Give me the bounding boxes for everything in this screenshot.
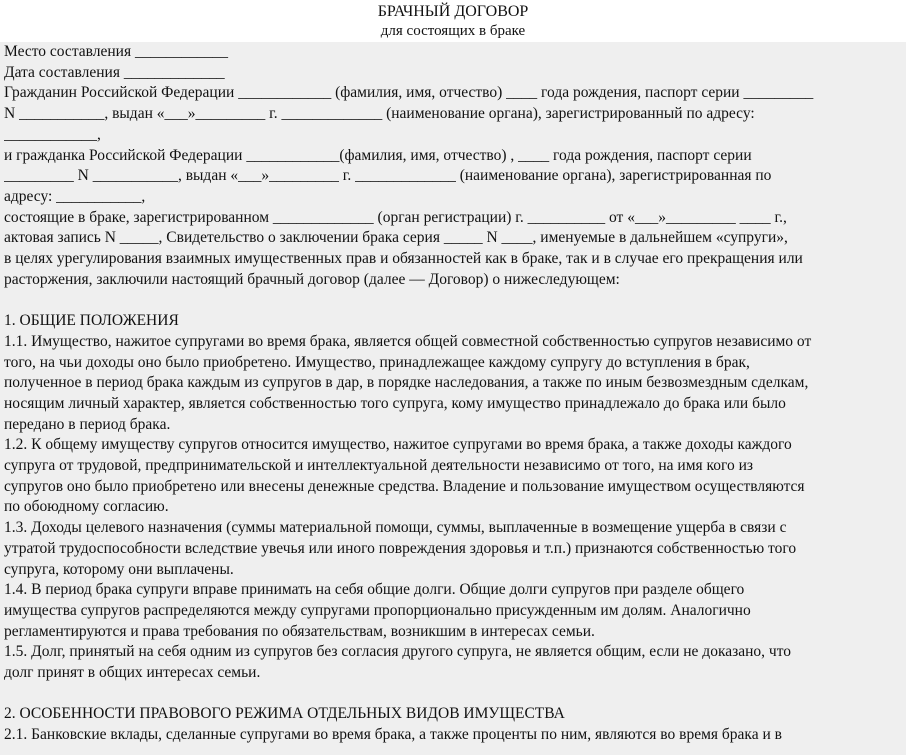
blank-line <box>4 290 904 311</box>
document-subtitle: для состоящих в браке <box>380 23 526 39</box>
document-line: N ___________, выдан «___»_________ г. _____________ (наименование органа), зарегистрированный по адресу: <box>4 105 755 123</box>
document-title: БРАЧНЫЙ ДОГОВОР <box>377 3 529 20</box>
document-line: носящим личный характер, является собственностью того супруга, кому имущество принадлежало до брака или было <box>4 394 786 412</box>
document-line: полученное в период брака каждым из супругов в дар, в порядке наследования, а также по иным безвозмездным сделкам, <box>4 374 809 392</box>
document-header <box>0 0 906 42</box>
document-line: регламентируются и права требования по обязательствам, возникшим в интересах семьи. <box>4 622 595 640</box>
blank-line <box>4 684 904 705</box>
document-body <box>0 42 906 755</box>
document-line: супругов оно было приобретено или внесены денежные средства. Владение и пользование имуществом осуществляются <box>4 477 805 495</box>
document-line: 2. ОСОБЕННОСТИ ПРАВОВОГО РЕЖИМА ОТДЕЛЬНЫХ ВИДОВ ИМУЩЕСТВА <box>4 705 565 723</box>
document-line: долг принят в общих интересах семьи. <box>4 664 261 682</box>
document-line: 1.4. В период брака супруги вправе принимать на себя общие долги. Общие долги супругов при разделе общего <box>4 581 745 599</box>
document-line: 1.2. К общему имуществу супругов относится имущество, нажитое супругами во время брака, а также доходы каждого <box>4 436 792 454</box>
document-line: 1. ОБЩИЕ ПОЛОЖЕНИЯ <box>4 312 179 330</box>
document-line: и гражданка Российской Федерации ____________(фамилия, имя, отчество) , ____ года рождения, паспорт серии <box>4 146 752 164</box>
document-line: Дата составления _____________ <box>4 63 225 81</box>
document-line: того, на чьи доходы оно было приобретено. Имущество, принадлежащее каждому супругу до вступления в брак, <box>4 353 750 371</box>
document-line: Место составления ____________ <box>4 43 228 60</box>
document-line: 2.1. Банковские вклады, сделанные супругами во время брака, а также проценты по ним, являются во время брака и в <box>4 726 782 744</box>
document-line: состоящие в браке, зарегистрированном _____________ (орган регистрации) г. __________ от «___»_________ ____ г., <box>4 208 787 226</box>
document-line: передано в период брака. <box>4 415 171 433</box>
document-line: супруга от трудовой, предпринимательской и интеллектуальной деятельности независимо от того, на имя кого из <box>4 457 754 475</box>
document-line: 1.5. Долг, принятый на себя одним из супругов без согласия другого супруга, не является общим, если не доказано, что <box>4 643 792 661</box>
document-line: супруга, которому они выплачены. <box>4 560 234 578</box>
document-line: 1.1. Имущество, нажитое супругами во время брака, является общей совместной собственностью супругов независимо от <box>4 332 812 350</box>
document-line: адресу: ___________, <box>4 187 146 205</box>
document-line: имущества супругов распределяются между супругами пропорционально присужденным им долям. Аналогично <box>4 601 751 619</box>
document-line: актовая запись N _____, Свидетельство о заключении брака серия _____ N ____, именуемые в дальнейшем «супруги», <box>4 229 788 247</box>
document-line: в целях урегулирования взаимных имущественных прав и обязанностей как в браке, так и в случае его прекращения или <box>4 250 803 268</box>
document-line: утратой трудоспособности вследствие увечья или иного повреждения здоровья и т.п.) признаются собственностью того <box>4 539 797 557</box>
document-line: расторжения, заключили настоящий брачный договор (далее — Договор) о нижеследующем: <box>4 270 620 288</box>
document-line: _________ N ___________, выдан «___»_________ г. _____________ (наименование органа), зарегистрированная по <box>4 167 772 185</box>
document-line: Гражданин Российской Федерации ____________ (фамилия, имя, отчество) ____ года рождения, паспорт серии _________ <box>4 84 814 102</box>
document-line: 1.3. Доходы целевого назначения (суммы материальной помощи, суммы, выплаченные в возмещение ущерба в связи с <box>4 519 787 537</box>
document-line: ____________, <box>4 125 101 143</box>
document-line: по обоюдному согласию. <box>4 498 169 516</box>
